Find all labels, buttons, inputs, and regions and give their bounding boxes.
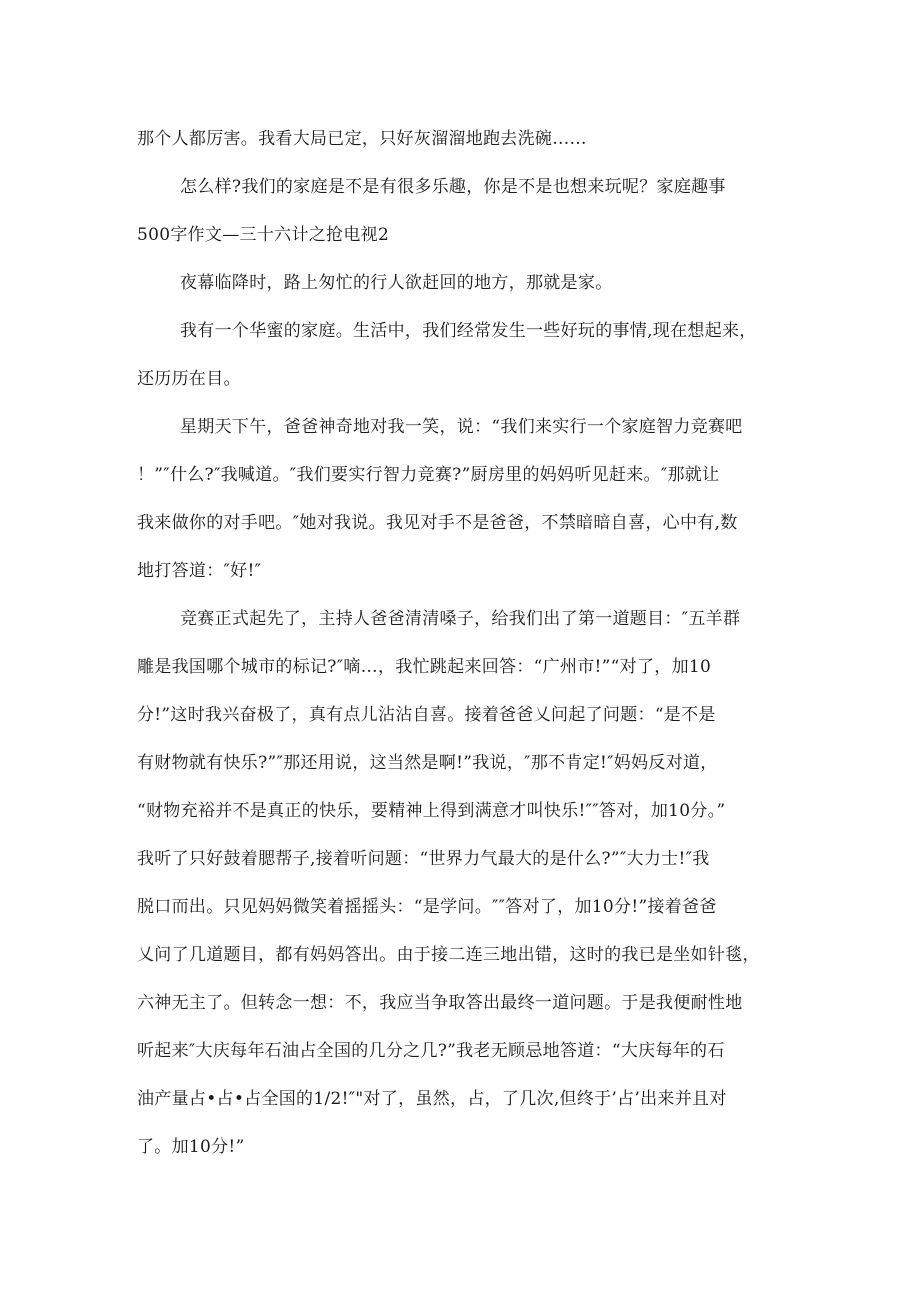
text-line: 了。加10分!”: [137, 1137, 245, 1157]
text-line: 乂问了几道题目，都有妈妈答出。由于接二连三地出错，这时的我已是坐如针毯，: [137, 945, 760, 965]
text-line: 地打答道：″好!″: [137, 561, 262, 581]
text-line: 雕是我国哪个城市的标记?″嘀…，我忙跳起来回答：“广州市!”“对了，加10: [137, 657, 712, 677]
text-line: 我来做你的对手吧。″她对我说。我见对手不是爸爸，不禁暗暗自喜，心中有,数: [137, 513, 738, 533]
text-line: 听起来″大庆每年石油占全国的几分之几?”我老无顾忌地答道：“大庆每年的石: [137, 1041, 725, 1061]
paragraph-start-line: 星期天下午，爸爸神奇地对我一笑，说：“我们来实行一个家庭智力竞赛吧: [180, 417, 743, 437]
text-line: 脱口而出。只见妈妈微笑着摇摇头：“是学问。″″答对了，加10分!”接着爸爸: [137, 897, 717, 917]
paragraph-start-line: 怎么样?我们的家庭是不是有很多乐趣，你是不是也想来玩呢？家庭趣事: [180, 177, 726, 197]
paragraph-start-line: 我有一个华蜜的家庭。生活中，我们经常发生一些好玩的事情,现在想起来，: [180, 321, 757, 341]
text-line: 那个人都厉害。我看大局已定，只好灰溜溜地跑去洗碗……: [137, 129, 587, 149]
paragraph-start-line: 竞赛正式起先了，主持人爸爸清清嗓子，给我们出了第一道题目：″五羊群: [180, 609, 741, 629]
text-line: 油产量占•占•占全国的1/2!″"对了，虽然，占，了几次,但终于’占’出来并且对: [137, 1089, 727, 1109]
text-line: ！”″什么?″我喊道。″我们要实行智力竞赛?”厨房里的妈妈听见赶来。″那就让: [137, 465, 720, 485]
text-line: 我听了只好鼓着腮帮子,接着听问题：“世界力气最大的是什么?”″大力士!″我: [137, 849, 710, 869]
text-line: 分!”这时我兴奋极了，真有点儿沾沾自喜。接着爸爸乂问起了问题：“是不是: [137, 705, 716, 725]
text-line: 六神无主了。但转念一想：不，我应当争取答出最终一道问题。于是我便耐性地: [137, 993, 743, 1013]
paragraph-start-line: 夜幕临降时，路上匆忙的行人欲赶回的地方，那就是家。: [180, 273, 613, 293]
text-line: 还历历在目。: [137, 369, 241, 389]
text-line: “财物充裕并不是真正的快乐，要精神上得到满意才叫快乐!″″答对，加10分。”: [137, 801, 726, 821]
text-line: 500字作文—三十六计之抢电视2: [137, 225, 390, 245]
text-line: 有财物就有快乐?”″那还用说，这当然是啊!”我说，″那不肯定!″妈妈反对道，: [137, 753, 718, 773]
